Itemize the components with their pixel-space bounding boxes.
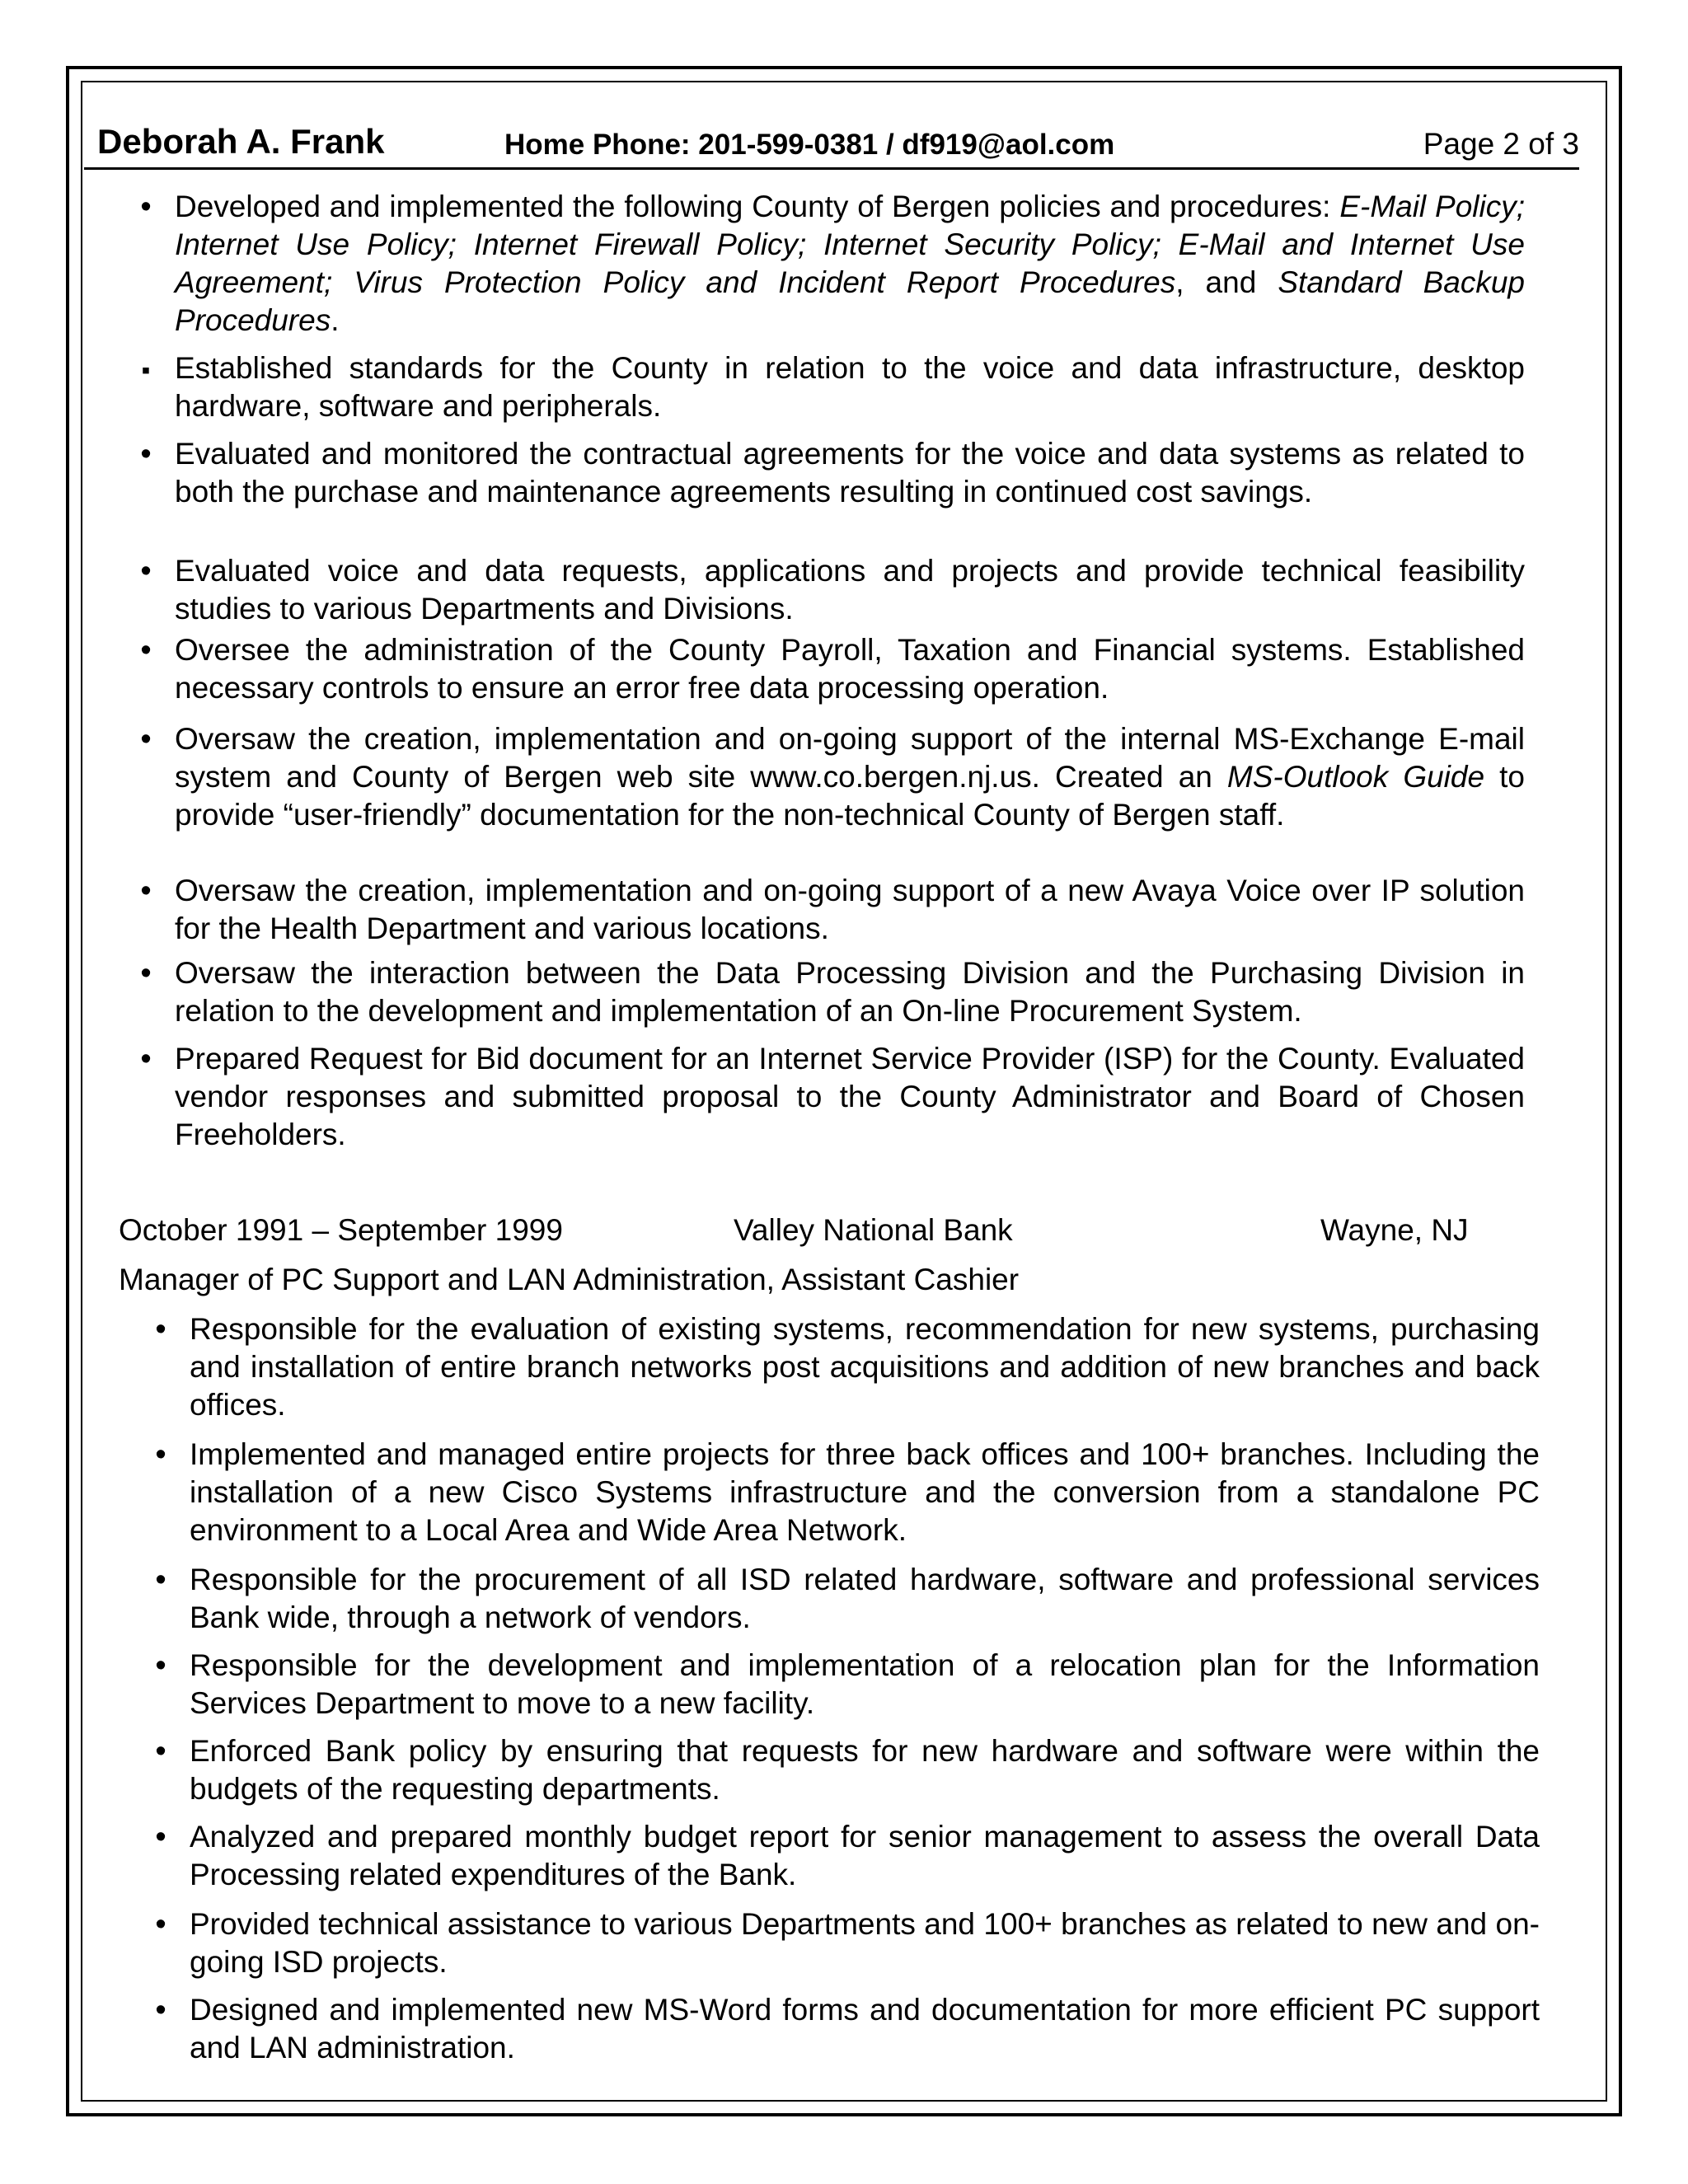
bullet-icon: [117, 954, 175, 1030]
bullet-text: [175, 188, 1525, 340]
bank-bullet-item: [132, 1905, 1540, 1981]
bank-bullet-item: [132, 1818, 1540, 1894]
square-bullet-icon: [117, 349, 175, 425]
contact-info: Home Phone: 201-599-0381 / df919@aol.com: [504, 129, 1115, 161]
text-run: Evaluated voice and data requests, applications and projects and provide technical feasibility studies to various Departments and Divisions.: [175, 554, 1525, 626]
page-number: Page 2 of 3: [1423, 127, 1579, 161]
bullet-text: [175, 631, 1525, 707]
text-run: , and: [1175, 265, 1278, 299]
bullet-text: [175, 720, 1525, 834]
bullet-text: Analyzed and prepared monthly budget report for senior management to assess the overall Data Processing related expenditures of the Bank.: [190, 1820, 1540, 1891]
bullet-text: Designed and implemented new MS-Word forms and documentation for more efficient PC support and LAN administration.: [190, 1993, 1540, 2064]
county-bullet-item: [117, 552, 1525, 628]
county-bullet-item: [117, 872, 1525, 948]
job-dates: October 1991 – September 1999: [119, 1213, 563, 1247]
bullet-icon: [132, 1991, 190, 2067]
bank-bullet-item: [132, 1647, 1540, 1722]
bullet-icon: [117, 552, 175, 628]
bullet-text: Enforced Bank policy by ensuring that requests for new hardware and software were within the budgets of the requesting departments.: [190, 1734, 1540, 1806]
bank-bullet-item: [132, 1991, 1540, 2067]
text-run: Oversaw the creation, implementation and on-going support of a new Avaya Voice over IP solution for the Health Department and various locations.: [175, 874, 1525, 945]
text-run: Established standards for the County in relation to the voice and data infrastructure, desktop hardware, software and peripherals.: [175, 351, 1525, 423]
job-location: Wayne, NJ: [1320, 1213, 1469, 1247]
bullet-icon: [132, 1905, 190, 1981]
bullet-text: Implemented and managed entire projects for three back offices and 100+ branches. Including the installation of a new Cisco Systems infrastructure and the conversion from a standalone PC environment to a Local Area and Wide Area Network.: [190, 1437, 1540, 1547]
county-bullet-item: [117, 954, 1525, 1030]
bullet-text: Responsible for the development and implementation of a relocation plan for the Information Services Department to move to a new facility.: [190, 1648, 1540, 1720]
text-run: Prepared Request for Bid document for an Internet Service Provider (ISP) for the County. Evaluated vendor responses and submitted proposal to the County Administrator and Board of Chosen Freeholders.: [175, 1042, 1525, 1151]
text-run: to provide “user-friendly” documentation for the non-technical County of Bergen staff.: [175, 760, 1525, 832]
bullet-text: [175, 552, 1525, 628]
bullet-icon: [132, 1561, 190, 1637]
italic-title: MS-Outlook Guide: [1226, 760, 1485, 794]
bullet-text: [175, 954, 1525, 1030]
bullet-icon: [117, 631, 175, 707]
text-run: Oversaw the creation, implementation and on-going support of the internal MS-Exchange E-mail system and County of Bergen web site www.co.bergen.nj.us. Created an: [175, 722, 1525, 794]
bullet-icon: [117, 188, 175, 340]
bank-bullet-item: [132, 1436, 1540, 1549]
bullet-icon: [132, 1732, 190, 1808]
county-bullet-item: [117, 1040, 1525, 1154]
bullet-icon: [132, 1310, 190, 1424]
bullet-icon: [117, 1040, 175, 1154]
bullet-icon: [132, 1647, 190, 1722]
bullet-icon: [132, 1818, 190, 1894]
bullet-text: Responsible for the evaluation of existing systems, recommendation for new systems, purchasing and installation of entire branch networks post acquisitions and addition of new branches and back offices.: [190, 1312, 1540, 1422]
text-run: Evaluated and monitored the contractual agreements for the voice and data systems as related to both the purchase and maintenance agreements resulting in continued cost savings.: [175, 437, 1525, 509]
bullet-icon: [117, 872, 175, 948]
bullet-text: Provided technical assistance to various Departments and 100+ branches as related to new and on-going ISD projects.: [190, 1907, 1540, 1979]
bank-bullet-item: [132, 1561, 1540, 1637]
bullet-icon: [117, 435, 175, 511]
text-run: .: [331, 303, 340, 337]
bullet-text: Responsible for the procurement of all ISD related hardware, software and professional services Bank wide, through a network of vendors.: [190, 1563, 1540, 1634]
bank-bullet-item: [132, 1310, 1540, 1424]
italic-title: E-Mail Policy; Internet Use Policy; Internet Firewall Policy; Internet Security Policy; E-Mail and Internet Use Agreement; Virus Protection Policy and Incident Report Procedures: [175, 190, 1525, 299]
county-bullet-item: [117, 631, 1525, 707]
bullet-text: [175, 349, 1525, 425]
county-bullet-item: [117, 188, 1525, 340]
text-run: Developed and implemented the following County of Bergen policies and procedures:: [175, 190, 1340, 223]
county-bullet-item: [117, 349, 1525, 425]
county-bullet-item: [117, 435, 1525, 511]
bullet-text: [175, 872, 1525, 948]
county-bullet-item: [117, 720, 1525, 834]
candidate-name: Deborah A. Frank: [97, 122, 385, 161]
bullet-icon: [117, 720, 175, 834]
text-run: Oversee the administration of the County Payroll, Taxation and Financial systems. Established necessary controls to ensure an error free data processing operation.: [175, 633, 1525, 705]
bullet-icon: [132, 1436, 190, 1549]
italic-title: Standard Backup Procedures: [175, 265, 1526, 337]
job-company: Valley National Bank: [734, 1213, 1013, 1247]
bullet-text: [175, 435, 1525, 511]
bank-bullet-item: [132, 1732, 1540, 1808]
bullet-text: [175, 1040, 1525, 1154]
job-title: Manager of PC Support and LAN Administration, Assistant Cashier: [119, 1263, 1020, 1296]
text-run: Oversaw the interaction between the Data Processing Division and the Purchasing Division in relation to the development and implementation of an On-line Procurement System.: [175, 956, 1525, 1028]
